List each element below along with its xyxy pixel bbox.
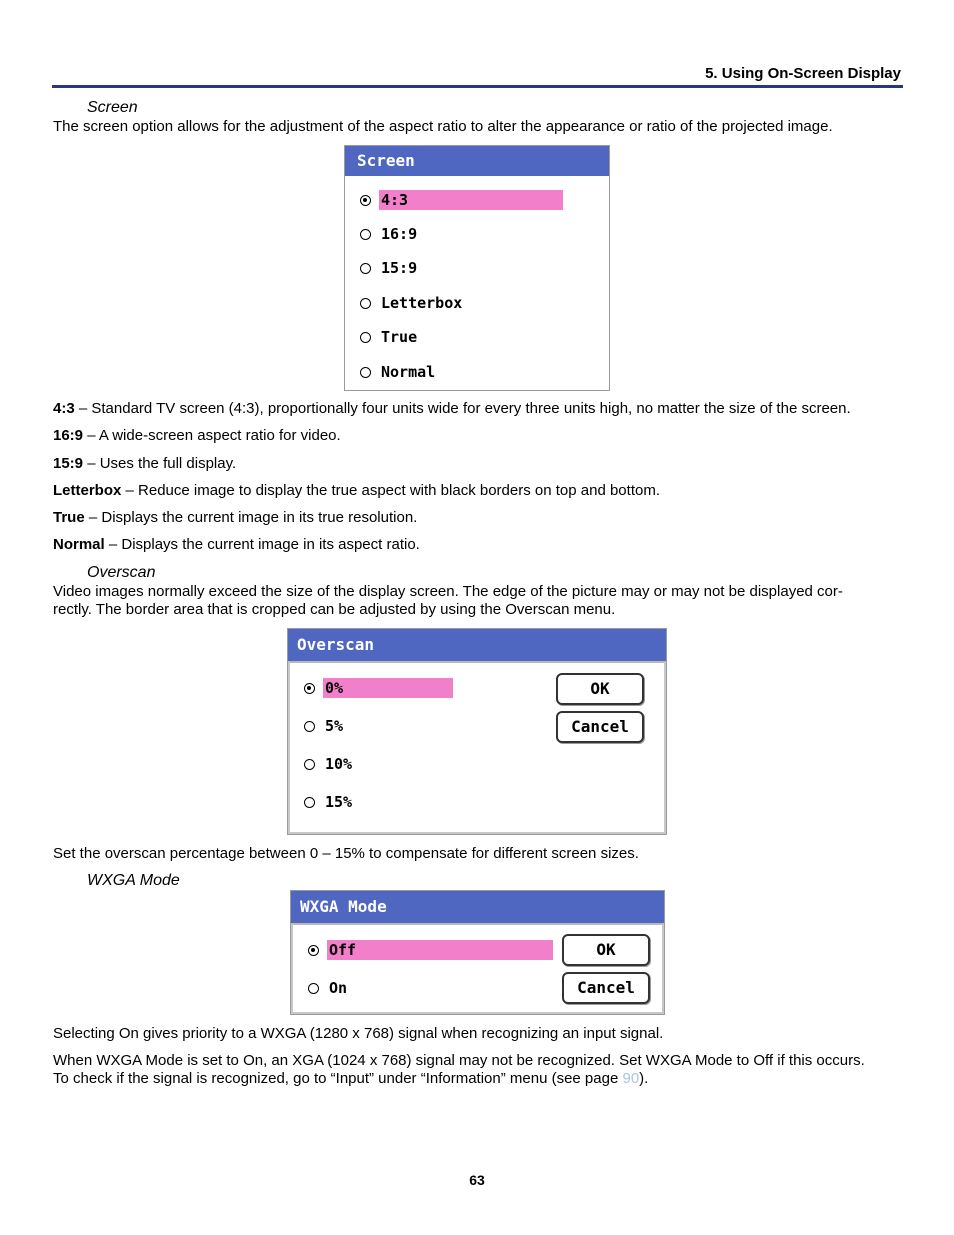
radio-icon [360,367,371,378]
screen-dialog [344,145,610,391]
overscan-option-label: 5% [325,717,344,735]
overscan-intro-line-2: rectly. The border area that is cropped can be adjusted by using the Overscan menu. [53,601,616,618]
screen-heading: Screen [87,99,138,116]
definition-16-9: 16:9 – A wide-screen aspect ratio for video. [53,427,341,444]
screen-option-label: Normal [381,363,436,381]
overscan-ok-button[interactable]: OK [556,673,644,705]
overscan-option-0[interactable] [304,678,453,698]
page-number: 63 [469,1172,485,1188]
screen-option-label: 15:9 [381,259,418,277]
radio-icon [360,263,371,274]
screen-option-label: Letterbox [381,294,463,312]
definition-true: True – Displays the current image in its true resolution. [53,509,418,526]
radio-icon [308,983,319,994]
overscan-heading: Overscan [87,564,156,581]
page-link[interactable]: 90 [622,1070,640,1087]
definition-normal: Normal – Displays the current image in its aspect ratio. [53,536,420,553]
radio-icon [360,298,371,309]
overscan-note: Set the overscan percentage between 0 – 15% to compensate for different screen sizes. [53,845,639,862]
header-divider [52,85,903,88]
radio-icon [304,759,315,770]
running-header: 5. Using On-Screen Display [705,65,901,82]
radio-icon [304,797,315,808]
overscan-option-5[interactable] [304,716,343,736]
screen-option-label: 4:3 [379,190,563,210]
radio-selected-icon [304,683,315,694]
overscan-dialog [287,628,667,835]
screen-option-letterbox[interactable] [360,293,462,313]
radio-icon [360,332,371,343]
overscan-dialog-title: Overscan [288,629,666,661]
definition-4-3: 4:3 – Standard TV screen (4:3), proportionally four units wide for every three units high, no matter the size of the screen. [53,400,851,417]
screen-dialog-title: Screen [345,146,609,176]
screen-option-normal[interactable] [360,362,435,382]
wxga-option-off[interactable] [308,940,553,960]
radio-selected-icon [308,945,319,956]
overscan-option-label: 15% [325,793,353,811]
wxga-option-label: Off [327,940,553,960]
wxga-paragraph-2-line-1: When WXGA Mode is set to On, an XGA (1024 x 768) signal may not be recognized. Set WXGA Mode to Off if this occurs. [53,1052,865,1069]
screen-option-16-9[interactable] [360,224,417,244]
wxga-heading: WXGA Mode [87,872,180,889]
screen-option-4-3[interactable] [360,190,563,210]
wxga-dialog-title: WXGA Mode [291,891,664,923]
definition-15-9: 15:9 – Uses the full display. [53,455,237,472]
overscan-cancel-button[interactable]: Cancel [556,711,644,743]
screen-option-label: True [381,328,418,346]
radio-icon [304,721,315,732]
overscan-option-label: 0% [323,678,453,698]
wxga-option-on[interactable] [308,978,347,998]
wxga-paragraph-2-line-2: To check if the signal is recognized, go to “Input” under “Information” menu (see page 90). [53,1070,649,1087]
overscan-option-10[interactable] [304,754,352,774]
radio-selected-icon [360,195,371,206]
wxga-paragraph-1: Selecting On gives priority to a WXGA (1280 x 768) signal when recognizing an input signal. [53,1025,664,1042]
wxga-cancel-button[interactable]: Cancel [562,972,650,1004]
screen-option-true[interactable] [360,327,417,347]
screen-intro: The screen option allows for the adjustment of the aspect ratio to alter the appearance or ratio of the projected image. [53,118,833,135]
wxga-ok-button[interactable]: OK [562,934,650,966]
overscan-option-15[interactable] [304,792,352,812]
overscan-intro-line-1: Video images normally exceed the size of the display screen. The edge of the picture may or may not be displayed cor- [53,583,843,600]
screen-option-15-9[interactable] [360,258,417,278]
screen-option-label: 16:9 [381,225,418,243]
definition-letterbox: Letterbox – Reduce image to display the true aspect with black borders on top and bottom. [53,482,660,499]
overscan-option-label: 10% [325,755,353,773]
radio-icon [360,229,371,240]
wxga-option-label: On [329,979,348,997]
wxga-dialog [290,890,665,1015]
